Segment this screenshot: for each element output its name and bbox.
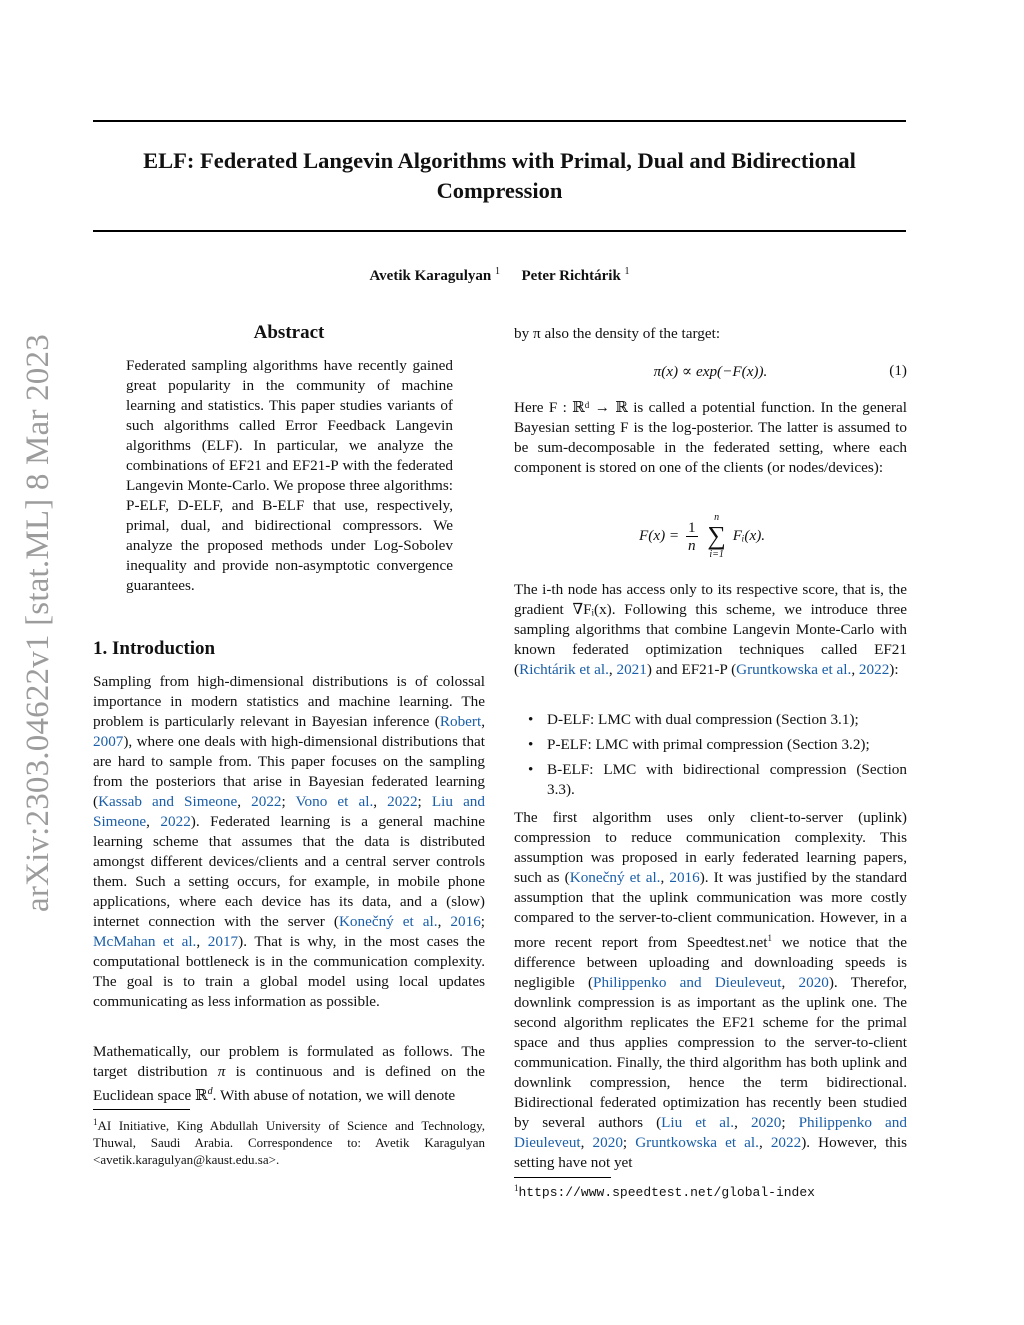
citation-link[interactable]: Konečný et al. [569, 869, 661, 886]
citation-link[interactable]: Philippenko and Dieuleveut [593, 974, 782, 992]
citation-year-link[interactable]: 2017 [207, 933, 239, 950]
citation-year-link[interactable]: 2016 [450, 913, 481, 930]
citation-link[interactable]: Robert [439, 713, 482, 730]
citation-year-link[interactable]: 2022 [858, 661, 890, 678]
paper-title: ELF: Federated Langevin Algorithms with Primal, Dual and Bidirectional Compression [143, 148, 856, 203]
citation-link[interactable]: Richtárik et al. [519, 661, 609, 678]
right-paragraph-4: The first algorithm uses only client-to-server (uplink) compression to reduce communication complexity. This assumption was proposed in early federated learning papers, such as (Konečný et al., 2016). It was justified by the standard assumption that the uplink communication was more costly compared to the server-to-client communication. However, in a more recent report from Speedtest.net$^1$ we notice that the difference between uploading and downloading speeds is negligible (Philippenko and Dieuleveut, 2020). Therefor, downlink compression is as important as the uplink one. The second algorithm replicates the EF21 scheme for the primal space and thus applies compression to the server-to-client communication. Finally, the third algorithm has both uplink and downlink compression, hence the term bidirectional. Bidirectional federated optimization has recently been studied by several authors (Liu et al., 2020; Philippenko and Dieuleveut, 2020; Gruntkowska et al., 2022). However, this setting have not yet [514, 809, 908, 1172]
bullet-icon: • [528, 711, 534, 728]
author-affiliation: 1 [624, 266, 630, 277]
list-item: • B-ELF: LMC with bidirectional compression (Section 3.3). [528, 761, 907, 798]
citation-year-link[interactable]: 2020 [592, 1134, 623, 1152]
speedtest-link[interactable]: https://www.speedtest.net/global-index [518, 1185, 815, 1200]
author-affiliation: 1 [495, 266, 501, 277]
citation-year-link[interactable]: 2020 [750, 1114, 782, 1132]
footnote-affiliation: $^1$AI Initiative, King Abdullah University of Science and Technology, Thuwal, Saudi Arabia. Correspondence to: Avetik Karagulyan <avetik.karagulyan@kaust.edu.sa>. [93, 1117, 485, 1167]
citation-year-link[interactable]: 2007 [93, 733, 124, 750]
intro-paragraph-1: Sampling from high-dimensional distributions is of colossal importance in modern statistics and machine learning. The problem is particularly relevant in Bayesian inference (Robert, 2007), where one deals with high-dimensional distributions that are hard to sample from. This paper focuses on the sampling from the posteriors that arise in Bayesian federated learning (Kassab and Simeone, 2022; Vono et al., 2022; Liu and Simeone, 2022). Federated learning is a general machine learning scheme that assumes that the data is distributed amongst different devices/clients and a central server controls them. Such a setting occurs, for example, in mobile phone applications, where each device has its data, and a (slow) internet connection with the server (Konečný et al., 2016; McMahan et al., 2017). That is why, in the most cases the computational bottleneck is in the communication complexity. The goal is to train a global model using local updates communicating as less information as possible. [93, 673, 486, 1010]
citation-link[interactable]: Liu et al. [661, 1114, 735, 1132]
citation-link[interactable]: Liu and Simeone [93, 793, 485, 830]
list-item: • P-ELF: LMC with primal compression (Section 3.2); [528, 736, 870, 753]
citation-link[interactable]: Vono et al. [295, 793, 374, 810]
citation-year-link[interactable]: 2022 [387, 793, 418, 810]
algorithm-list [514, 710, 907, 805]
section-heading-introduction: 1. Introduction [93, 638, 216, 659]
top-rule [93, 120, 906, 122]
citation-year-link[interactable]: 2016 [669, 869, 700, 886]
author-name: Peter Richtárik [521, 268, 621, 284]
citation-link[interactable]: Gruntkowska et al. [736, 661, 852, 678]
arxiv-stamp: arXiv:2303.04622v1 [stat.ML] 8 Mar 2023 [20, 334, 56, 912]
citation-year-link[interactable]: 2020 [798, 974, 829, 992]
intro-paragraph-2: Mathematically, our problem is formulated as follows. The target distribution π is continuous and is defined on the Euclidean space ℝ$^d$. With abuse of notation, we will denote [93, 1043, 485, 1105]
abstract-text: Federated sampling algorithms have recently gained great popularity in the community of machine learning and statistics. This paper studies variants of such algorithms called Error Feedback Langevin algorithms (ELF). In particular, we analyze the combinations of EF21 and EF21-P with the federated Langevin Monte-Carlo. We propose three algorithms: P-ELF, D-ELF, and B-ELF that use, respectively, primal, dual, and bidirectional compressors. We analyze the proposed methods under Log-Sobolev inequality and provide non-asymptotic convergence guarantees. [126, 357, 453, 594]
footnote-marker[interactable]: 1 [767, 933, 772, 943]
footnote-rule [514, 1177, 611, 1178]
right-paragraph-1: by π also the density of the target: [514, 325, 721, 342]
citation-year-link[interactable]: 2022 [251, 793, 282, 810]
citation-link[interactable]: McMahan et al. [93, 933, 197, 950]
equation-sum-decomposition: F(x) = $\frac{1}{n}$ n ∑ i=1 Fᵢ(x). [639, 512, 766, 560]
equation-body: π(x) ∝ exp(−F(x)). [653, 363, 768, 380]
title-bottom-rule [93, 230, 906, 232]
list-item: • D-ELF: LMC with dual compression (Section 3.1); [528, 711, 859, 728]
author-list [93, 266, 906, 285]
bullet-icon: • [528, 761, 534, 778]
author-name: Avetik Karagulyan [369, 268, 492, 284]
citation-year-link[interactable]: 2022 [770, 1134, 802, 1152]
equation-number: (1) [889, 362, 907, 379]
bullet-icon: • [528, 736, 534, 753]
right-paragraph-3: The i-th node has access only to its respective score, that is, the gradient ∇Fᵢ(x). Following this scheme, we introduce three sampling algorithms that combine Langevin Monte-Carlo with known federated optimization techniques called EF21 (Richtárik et al., 2021) and EF21-P (Gruntkowska et al., 2022): [514, 581, 907, 678]
right-paragraph-2: Here F : ℝᵈ → ℝ is called a potential function. In the general Bayesian setting F is the log-posterior. The latter is assumed to be sum-decomposable in the federated setting, where each component is stored on one of the clients (or nodes/devices): [514, 399, 907, 476]
citation-link[interactable]: Kassab and Simeone [98, 793, 238, 810]
footnote-url: $^1$https://www.speedtest.net/global-index [514, 1183, 815, 1200]
footnote-rule [93, 1109, 190, 1110]
citation-year-link[interactable]: 2021 [616, 661, 647, 678]
citation-link[interactable]: Konečný et al. [338, 913, 438, 930]
citation-link[interactable]: Gruntkowska et al. [635, 1134, 759, 1152]
citation-year-link[interactable]: 2022 [160, 813, 191, 830]
abstract-heading: Abstract [253, 322, 325, 343]
citation-link[interactable]: Philippenko and Dieuleveut [514, 1114, 907, 1152]
